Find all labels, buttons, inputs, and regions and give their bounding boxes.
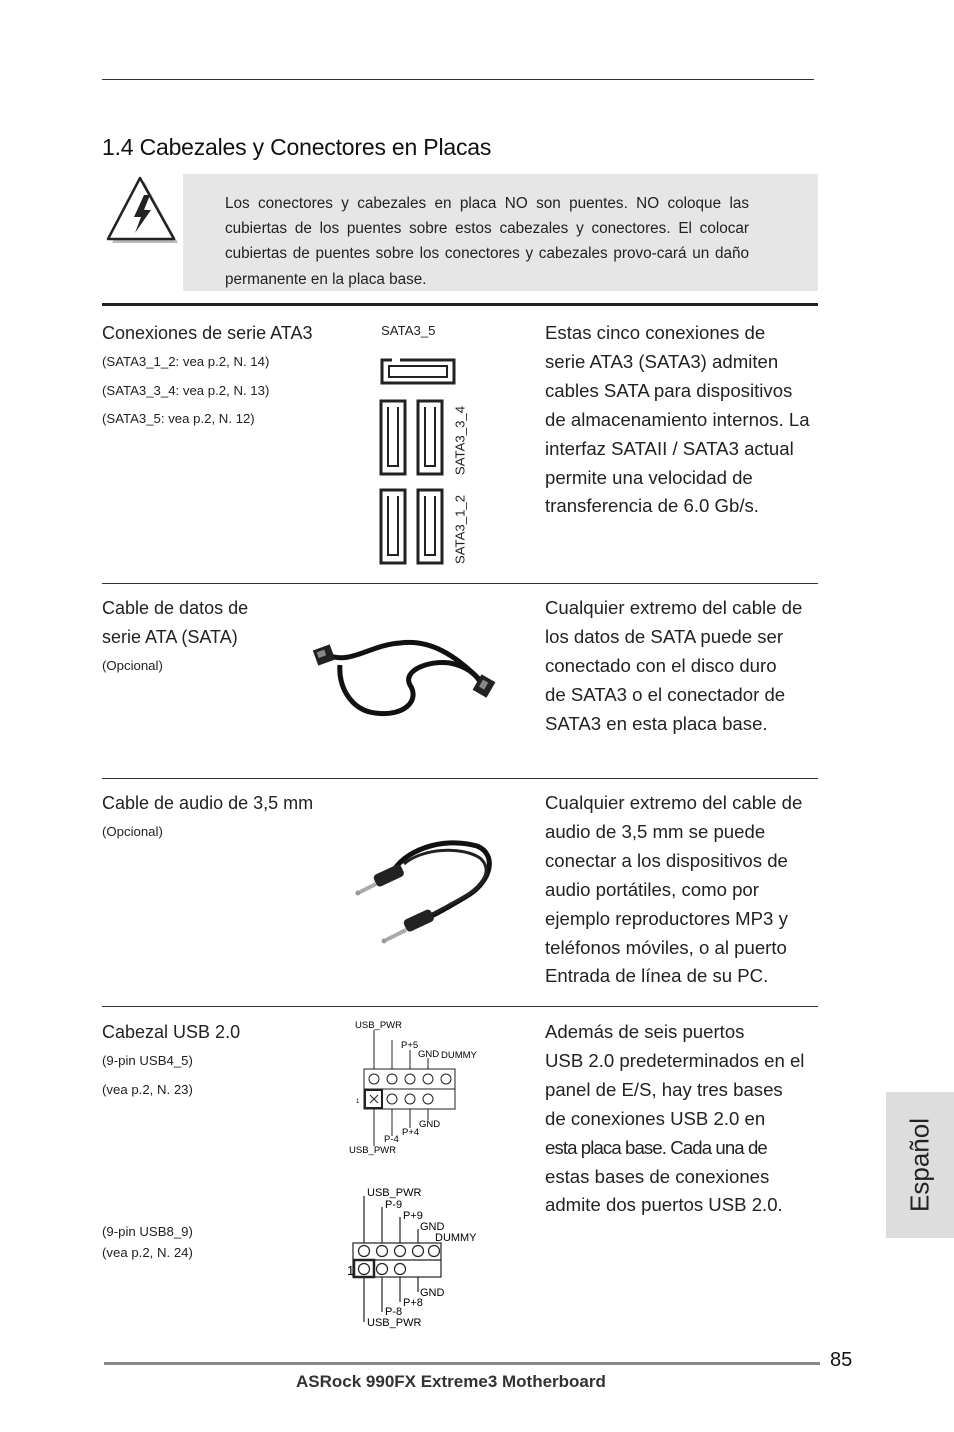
sata-cable-heading-1: Cable de datos de (102, 598, 249, 618)
usb89-p-minus-bot: P-8 (385, 1306, 403, 1318)
warning-text: Los conectores y cabezales en placa NO son puentes. NO coloque las cubiertas de los puentes sobre estos cabezales y conectores. El colocar cubiertas de puentes sobre los conectores y cabezales provo-cará un daño permanente en la placa base. (225, 195, 749, 288)
audio-cable-note: (Opcional) (102, 824, 163, 839)
usb45-header-diagram (346, 1018, 481, 1158)
sata-ref-1: (SATA3_1_2: vea p.2, N. 14) (102, 354, 270, 369)
audio-cable-heading: Cable de audio de 3,5 mm (102, 793, 314, 813)
sata-cable-heading-2: serie ATA (SATA) (102, 627, 238, 647)
warning-box (183, 174, 818, 291)
usb89-pin: (9-pin USB8_9) (102, 1224, 193, 1239)
language-tab (886, 1092, 954, 1238)
sata3-1-2-label-text: SATA3_1_2 (452, 494, 468, 565)
usb45-dummy: DUMMY (441, 1050, 477, 1061)
desc-line: Cualquier extremo del cable de (545, 597, 803, 618)
divider (102, 778, 818, 779)
sata-cable-description (545, 594, 802, 739)
usb89-dummy: DUMMY (435, 1232, 477, 1244)
sata3-1-2-connectors (381, 490, 442, 563)
desc-line: admite dos puertos USB 2.0. (545, 1194, 783, 1216)
sata3-5-connector (382, 358, 454, 383)
sata3-3-4-connectors (381, 401, 442, 474)
divider (102, 583, 818, 584)
footer-rule (104, 1362, 820, 1365)
usb89-p-plus-top: P+9 (403, 1210, 423, 1222)
audio-cable-description (545, 789, 802, 991)
desc-line: Estas cinco conexiones de (545, 322, 766, 343)
desc-line: los datos de SATA puede ser (545, 625, 784, 647)
sata-heading: Conexiones de serie ATA3 (102, 323, 313, 343)
section-rule-thick (102, 303, 818, 306)
sata-cable-image (310, 625, 500, 725)
desc-line: panel de E/S, hay tres bases (545, 1078, 783, 1100)
desc-line: cables SATA para dispositivos (545, 379, 793, 401)
desc-line: esta placa base. Cada una de (545, 1136, 767, 1158)
usb89-gnd-top: GND (420, 1221, 445, 1233)
usb89-usb-pwr-top: USB_PWR (367, 1187, 422, 1199)
usb45-ref: (vea p.2, N. 23) (102, 1082, 193, 1097)
desc-line: audio portátiles, como por (545, 878, 759, 900)
desc-line: teléfonos móviles, o al puerto (545, 936, 787, 958)
desc-line: transferencia de 6.0 Gb/s. (545, 495, 759, 517)
language-tab-label: Español (904, 1118, 935, 1212)
usb89-header-diagram (346, 1184, 486, 1330)
desc-line: ejemplo reproductores MP3 y (545, 907, 788, 929)
sata3-5-label: SATA3_5 (381, 323, 436, 338)
usb45-pin: (9-pin USB4_5) (102, 1053, 193, 1068)
desc-line: conectado con el disco duro (545, 654, 777, 676)
page-number: 85 (830, 1349, 853, 1371)
desc-line: SATA3 en esta placa base. (545, 712, 768, 734)
footer-product-name: ASRock 990FX Extreme3 Motherboard (296, 1372, 606, 1391)
desc-line: conectar a los dispositivos de (545, 849, 788, 871)
usb89-usb-pwr-bot: USB_PWR (367, 1317, 422, 1329)
usb45-usb-pwr-bot: USB_PWR (349, 1145, 396, 1156)
desc-line: de conexiones USB 2.0 en (545, 1107, 766, 1129)
desc-line: permite una velocidad de (545, 466, 753, 488)
usb45-pin-one: 1 (356, 1099, 360, 1105)
section-title: 1.4 Cabezales y Conectores en Placas (102, 134, 492, 160)
desc-line: Cualquier extremo del cable de (545, 792, 803, 813)
usb89-p-plus-bot: P+8 (403, 1297, 423, 1309)
audio-cable-image (352, 836, 497, 951)
desc-line: Entrada de línea de su PC. (545, 965, 769, 987)
usb45-usb-pwr-top: USB_PWR (355, 1020, 402, 1031)
usb-description (545, 1018, 804, 1220)
sata-description (545, 319, 810, 521)
desc-line: de almacenamiento internos. La (545, 408, 810, 430)
usb89-ref: (vea p.2, N. 24) (102, 1245, 193, 1260)
divider (102, 1006, 818, 1007)
desc-line: serie ATA3 (SATA3) admiten (545, 350, 779, 372)
warning-icon (104, 175, 182, 247)
usb45-p-plus-bot: P+4 (402, 1127, 420, 1138)
sata-ref-2: (SATA3_3_4: vea p.2, N. 13) (102, 383, 270, 398)
sata3-3-4-label-text: SATA3_3_4 (452, 405, 468, 476)
usb-heading: Cabezal USB 2.0 (102, 1022, 241, 1042)
desc-line: Además de seis puertos (545, 1021, 745, 1042)
usb89-pin-one: 1 (347, 1263, 355, 1278)
usb45-gnd-top: GND (418, 1049, 440, 1060)
usb45-gnd-bot: GND (419, 1119, 441, 1130)
desc-line: audio de 3,5 mm se puede (545, 820, 766, 842)
usb45-p-minus-bot: P-4 (384, 1134, 399, 1145)
usb89-p-minus-top: P-9 (385, 1199, 403, 1211)
usb45-p-plus-top: P+5 (401, 1040, 419, 1051)
desc-line: USB 2.0 predeterminados en el (545, 1049, 805, 1071)
sata-cable-note: (Opcional) (102, 658, 163, 673)
desc-line: interfaz SATAII / SATA3 actual (545, 437, 794, 459)
usb89-gnd-bot: GND (420, 1287, 445, 1299)
top-rule (102, 79, 814, 80)
sata-ref-3: (SATA3_5: vea p.2, N. 12) (102, 411, 255, 426)
desc-line: de SATA3 o el conectador de (545, 683, 786, 705)
desc-line: estas bases de conexiones (545, 1165, 770, 1187)
